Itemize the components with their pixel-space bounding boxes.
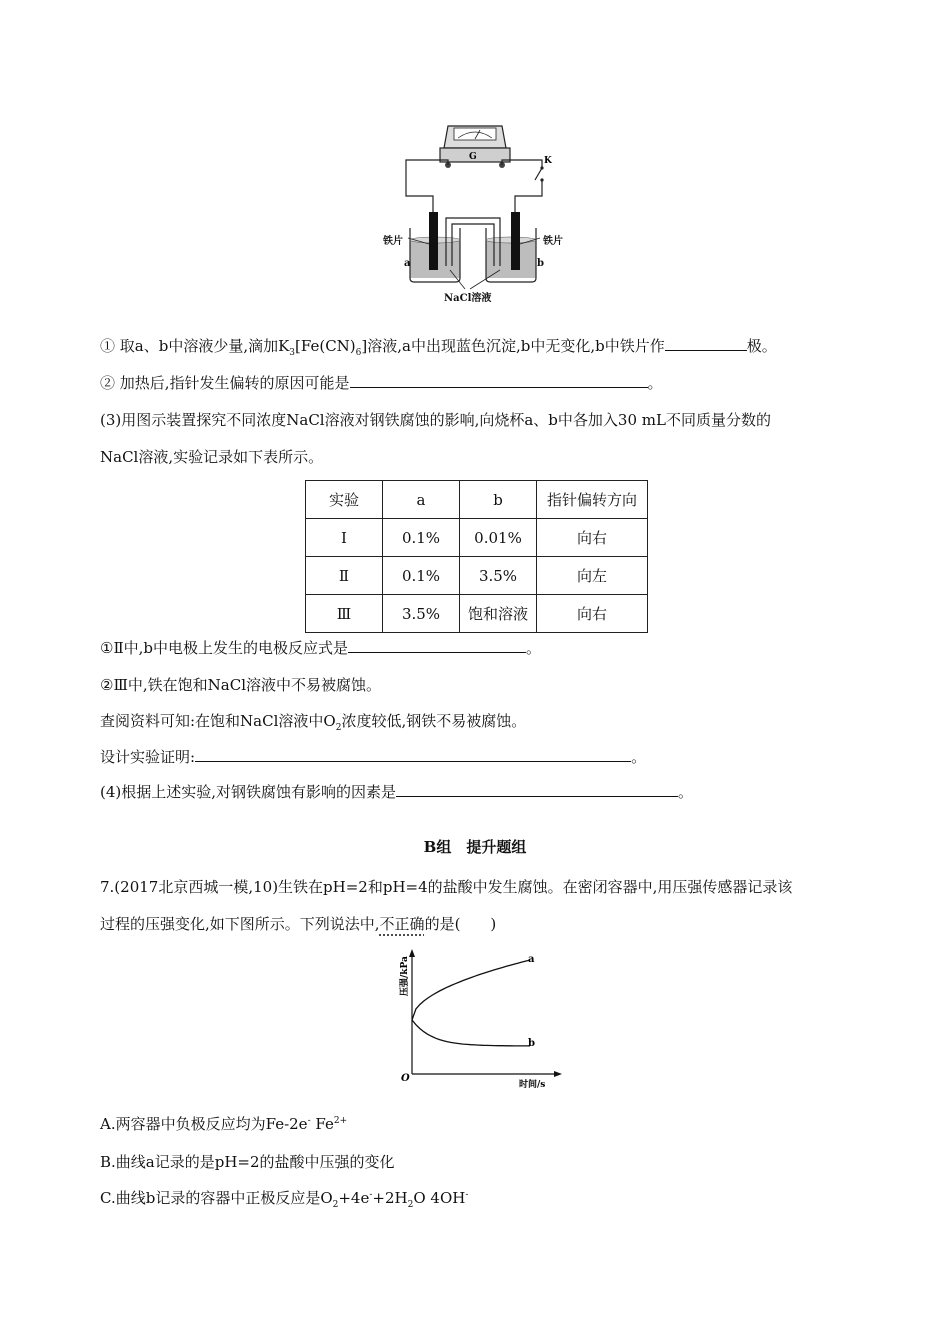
solution-label: NaCl溶液: [444, 293, 492, 304]
table-cell: 向左: [537, 557, 648, 595]
answer-blank[interactable]: [348, 638, 526, 653]
table-cell: 3.5%: [460, 557, 537, 595]
table-cell: 向右: [537, 595, 648, 633]
table-cell: 0.01%: [460, 519, 537, 557]
left-electrode-label: 铁片: [383, 236, 403, 247]
answer-blank[interactable]: [195, 747, 631, 762]
experiment-table: [305, 480, 648, 633]
table-header: b: [460, 481, 537, 519]
table-cell: Ⅰ: [306, 519, 383, 557]
series-b-label: b: [528, 1038, 535, 1049]
section-b-title: B组 提升题组: [423, 838, 527, 856]
y-axis-arrow: [409, 949, 415, 957]
table-cell: 0.1%: [383, 519, 460, 557]
table-cell: 0.1%: [383, 557, 460, 595]
x-axis-label: 时间/s: [519, 1080, 546, 1088]
table-row: [306, 519, 648, 557]
beaker-b-label: b: [537, 258, 544, 269]
option-b[interactable]: B.曲线a记录的是pH=2的盐酸中压强的变化: [100, 1153, 395, 1171]
galvanic-apparatus-figure: [370, 118, 580, 308]
question-circle-1: ① 取a、b中溶液少量,滴加$K_3[Fe(CN)_6]$溶液,a中出现蓝色沉淀,b中无变化,b中铁片作 极。: [100, 337, 777, 358]
question-4: (4)根据上述实验,对钢铁腐蚀有影响的因素是 。: [100, 783, 694, 801]
x-axis-arrow: [554, 1071, 562, 1077]
table-cell: 3.5%: [383, 595, 460, 633]
origin-label: O: [401, 1073, 410, 1084]
table-cell: 饱和溶液: [460, 595, 537, 633]
question-7-line-1: 7.(2017北京西城一模,10)生铁在pH=2和pH=4的盐酸中发生腐蚀。在密闭容器中,用压强传感器记录该: [100, 878, 793, 896]
answer-blank[interactable]: [350, 373, 648, 388]
y-axis-label: 压强/kPa: [400, 956, 410, 996]
series-a-label: a: [528, 954, 535, 965]
table-cell: Ⅱ: [306, 557, 383, 595]
question-3-line-1: (3)用图示装置探究不同浓度NaCl溶液对钢铁腐蚀的影响,向烧杯a、b中各加入30 mL不同质量分数的: [100, 411, 771, 429]
option-a[interactable]: A.两容器中负极反应均为Fe-2e- $Fe^{2+}$: [100, 1115, 348, 1133]
option-c[interactable]: C.曲线b记录的容器中正极反应是$O_2+4e^-+2H_2O$ 4OH-: [100, 1189, 469, 1210]
question-3-sub-4: 设计实验证明: 。: [100, 748, 647, 766]
question-3-sub-3: 查阅资料可知:在饱和NaCl溶液中$O_2$浓度较低,钢铁不易被腐蚀。: [100, 712, 527, 733]
table-row: [306, 595, 648, 633]
beaker-a-label: a: [404, 258, 411, 269]
series-a-line: [412, 960, 530, 1020]
emphasis-text: 不正确: [379, 915, 425, 933]
table-cell: 向右: [537, 519, 648, 557]
answer-blank[interactable]: [665, 336, 747, 351]
table-header-row: [306, 481, 648, 519]
table-header: 实验: [306, 481, 383, 519]
question-circle-2: ② 加热后,指针发生偏转的原因可能是 。: [100, 374, 663, 392]
question-3-sub-2: ②Ⅲ中,铁在饱和NaCl溶液中不易被腐蚀。: [100, 676, 382, 694]
right-electrode-label: 铁片: [543, 236, 563, 247]
table-header: a: [383, 481, 460, 519]
table-row: [306, 557, 648, 595]
table-header: 指针偏转方向: [537, 481, 648, 519]
switch-label: K: [544, 156, 552, 166]
question-3-sub-1: ①Ⅱ中,b中电极上发生的电极反应式是 。: [100, 639, 542, 657]
answer-blank[interactable]: [396, 782, 678, 797]
pressure-time-chart: [395, 948, 575, 1088]
question-3-line-2: NaCl溶液,实验记录如下表所示。: [100, 448, 324, 466]
question-7-line-2: 过程的压强变化,如下图所示。下列说法中,不正确的是( ): [100, 915, 497, 933]
series-b-line: [412, 1020, 530, 1046]
meter-label: G: [469, 152, 477, 162]
table-cell: Ⅲ: [306, 595, 383, 633]
